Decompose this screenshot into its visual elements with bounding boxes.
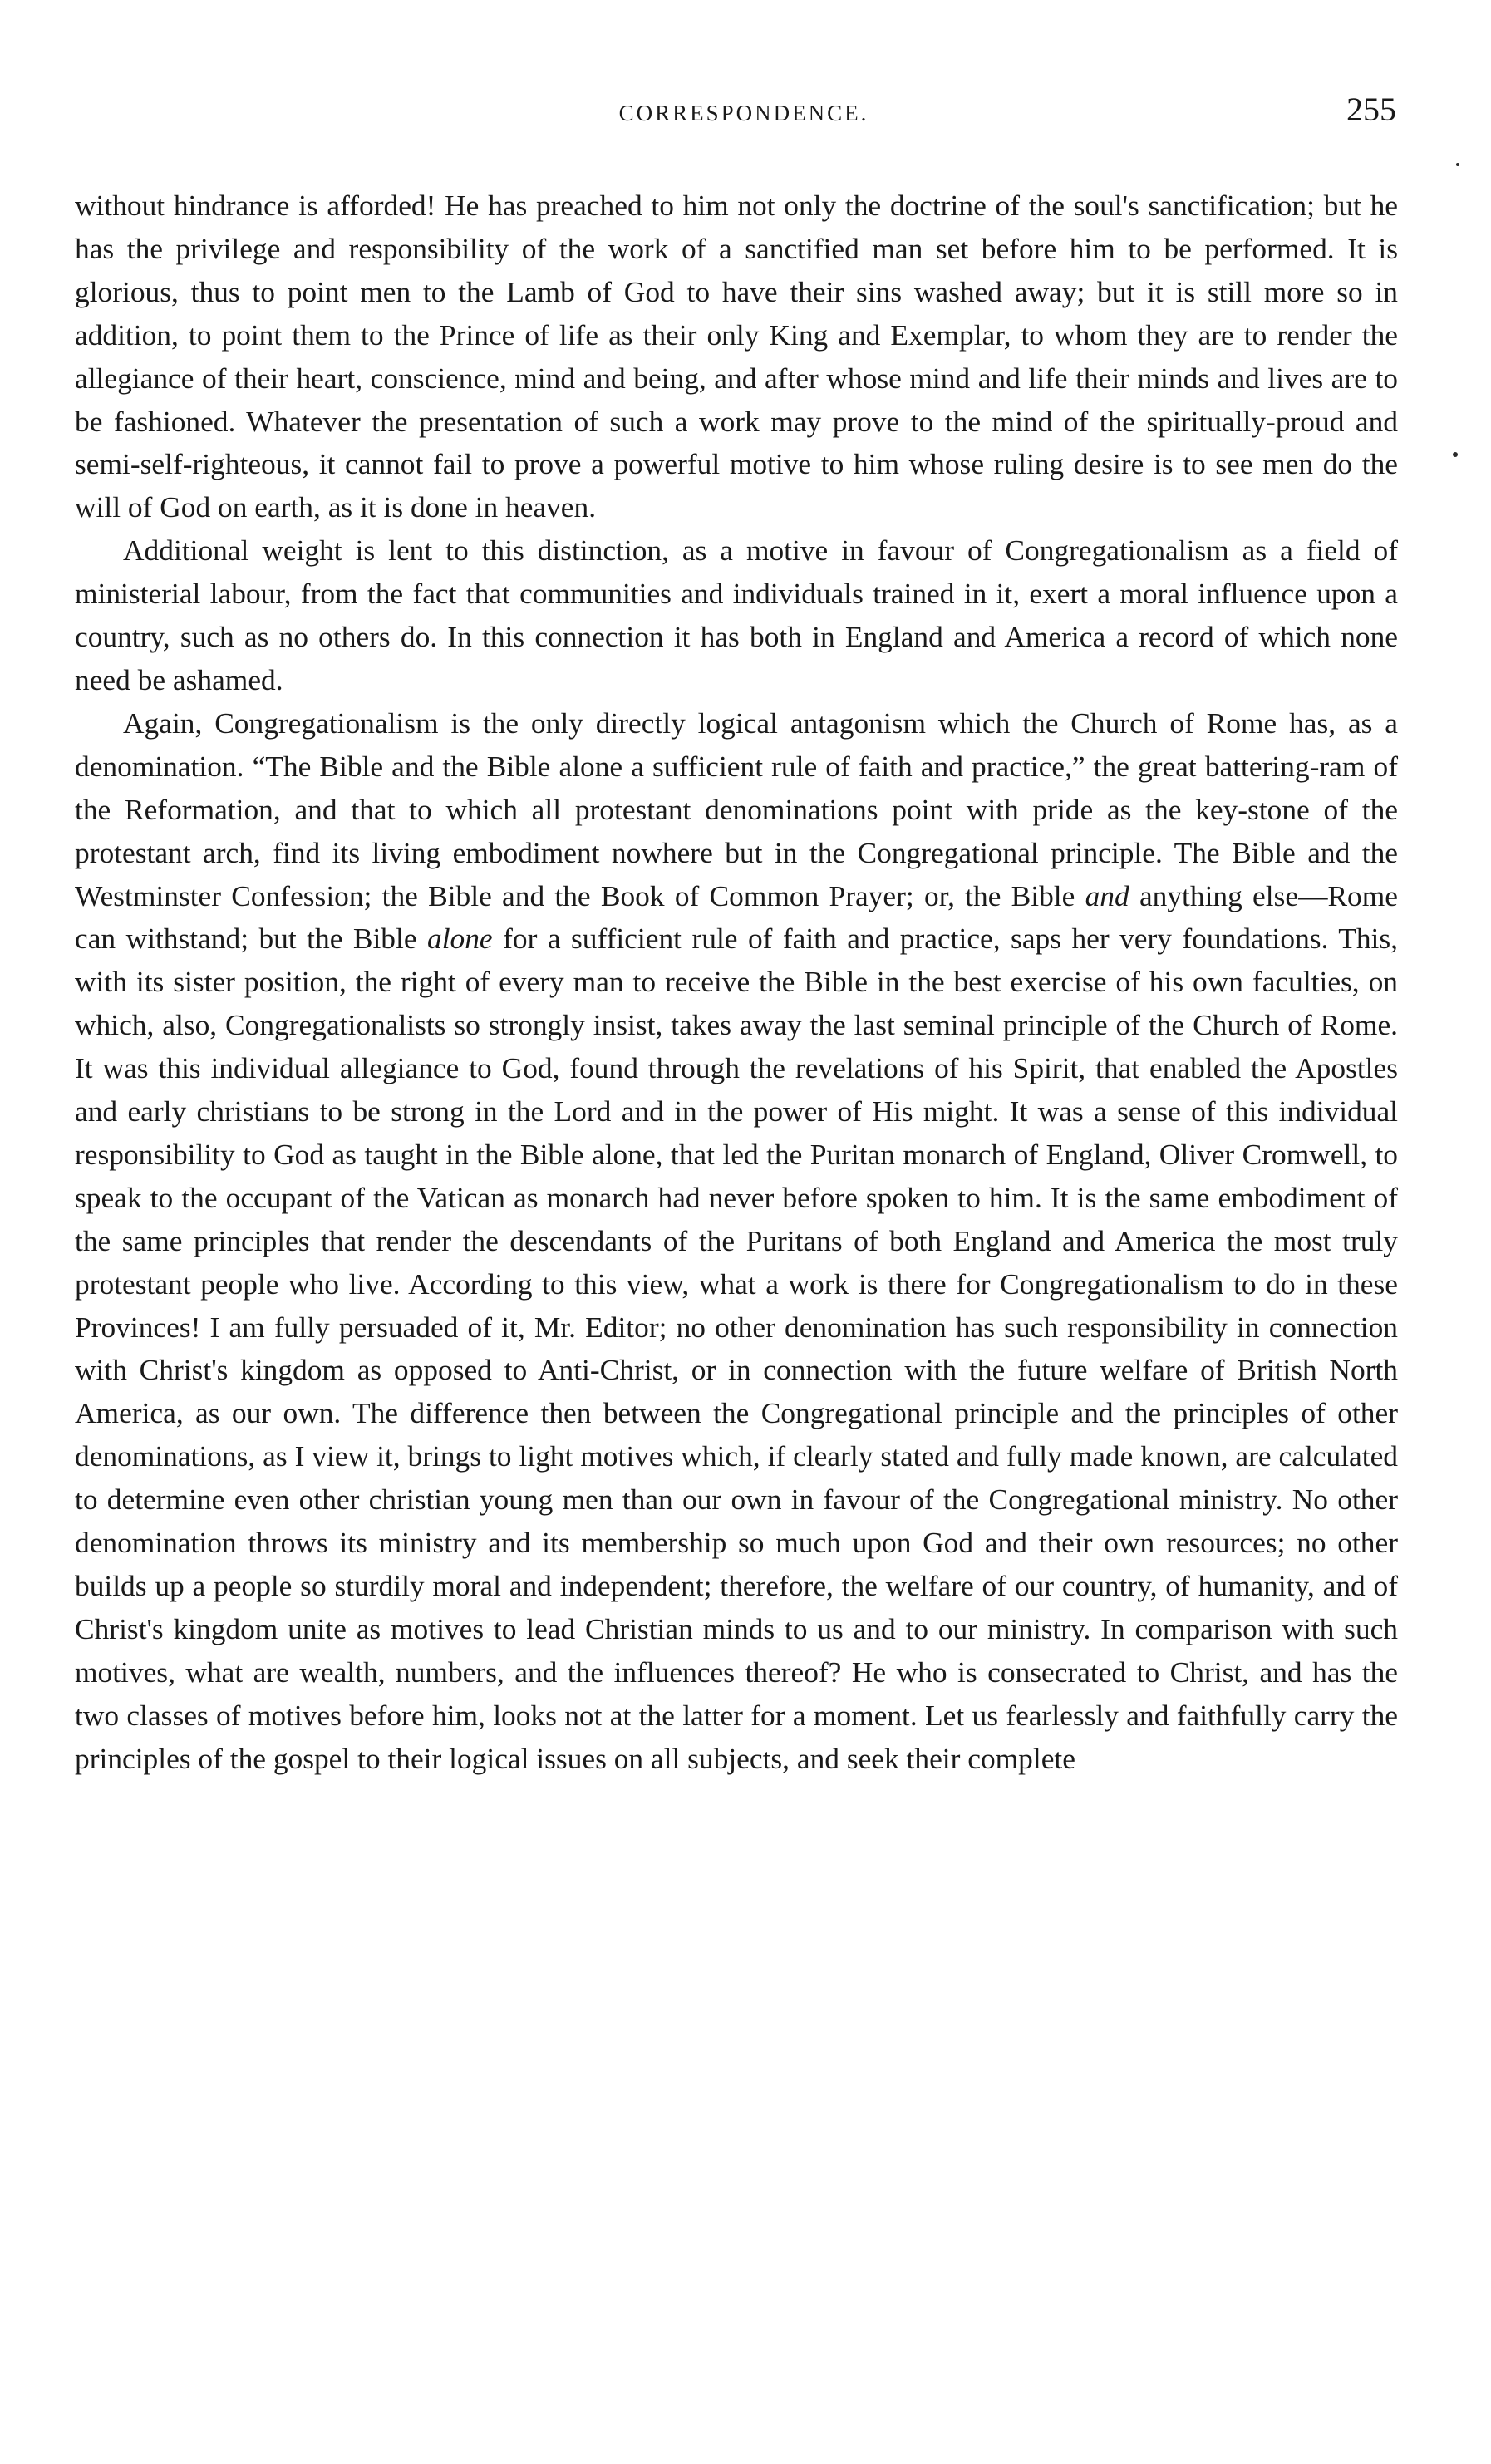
paragraph-2: Additional weight is lent to this distinction, as a motive in favour of Congregationalism as a field of ministerial labour, from the fact that communities and individuals trained in it, exert a moral influence upon a country, such as no others do. In this connection it has both in England and America a record of which none need be ashamed. — [75, 534, 1398, 696]
paragraph-3-text: for a sufficient rule of faith and practice, saps her very foundations. This, with its sister position, the right of every man to receive the Bible in the best exercise of his own faculties, on which, also, Congregationalists so strongly insist, takes away the last seminal principle of the Church of Rome. It was this individual allegiance to God, found through the revelations of his Spirit, that enabled the Apostles and early christians to be strong in the Lord and in the power of His might. It was a sense of this individual responsibility to God as taught in the Bible alone, that led the Puritan monarch of England, Oliver Cromwell, to speak to the occupant of the Vatican as monarch had never before spoken to him. It is the same embodiment of the same principles that render the descendants of the Puritans of both England and America the most truly protestant people who live. According to this view, what a work is there for Congregationalism to do in these Provinces! I am fully persuaded of it, Mr. Editor; no other denomination has such responsibility in connection with Christ's kingdom as opposed to Anti-Christ, or in connection with the future welfare of British North America, as our own. The difference then between the Congregational principle and the principles of other denominations, as I view it, brings to light motives which, if clearly stated and fully made known, are calculated to determine even other christian young men than our own in favour of the Congregational ministry. No other denomination throws its ministry and its membership so much upon God and their own resources; no other builds up a people so sturdily moral and independent; therefore, the welfare of our country, of humanity, and of Christ's kingdom unite as motives to lead Christian minds to us and to our ministry. In comparison with such motives, what are wealth, numbers, and the influences thereof? He who is consecrated to Christ, and has the two classes of motives before him, looks not at the latter for a moment. Let us fearlessly and faithfully carry the principles of the gospel to their logical issues on all subjects, and seek their complete — [75, 922, 1398, 1775]
text-column — [75, 184, 1398, 1781]
page-number: 255 — [1346, 91, 1396, 128]
paragraph-3-text: Again, Congregationalism is the only directly logical antagonism which the Church of Rome has, as a denomination. “The Bible and the Bible alone a sufficient rule of faith and practice,” the great battering-ram of the Reformation, and that to which all protestant denominations point with pride as the key-stone of the protestant arch, find its living embodiment nowhere but in the Congregational principle. The Bible and the Westminster Confession; the Bible and the Book of Common Prayer; or, the Bible — [75, 706, 1398, 912]
paragraph-3 — [75, 702, 1398, 1781]
running-header — [75, 93, 1413, 133]
margin-speck — [1453, 452, 1458, 457]
emphasis-and: and — [1085, 878, 1129, 912]
paragraph-1: without hindrance is afforded! He has preached to him not only the doctrine of the soul's sanctification; but he has the privilege and responsibility of the work of a sanctified man set before him to be performed. It is glorious, thus to point men to the Lamb of God to have their sins washed away; but it is still more so in addition, to point them to the Prince of life as their only King and Exemplar, to whom they are to render the allegiance of their heart, conscience, mind and being, and after whose mind and life their minds and lives are to be fashioned. Whatever the presentation of such a work may prove to the mind of the spiritually-proud and semi-self-righteous, it cannot fail to prove a powerful motive to him whose ruling desire is to see men do the will of God on earth, as it is done in heaven. — [75, 189, 1398, 524]
paragraph-3-text: anything else—Rome can withstand; but the Bible — [75, 878, 1398, 956]
emphasis-alone: alone — [427, 922, 493, 956]
margin-speck — [1456, 163, 1459, 166]
running-title: CORRESPONDENCE. — [618, 101, 869, 125]
